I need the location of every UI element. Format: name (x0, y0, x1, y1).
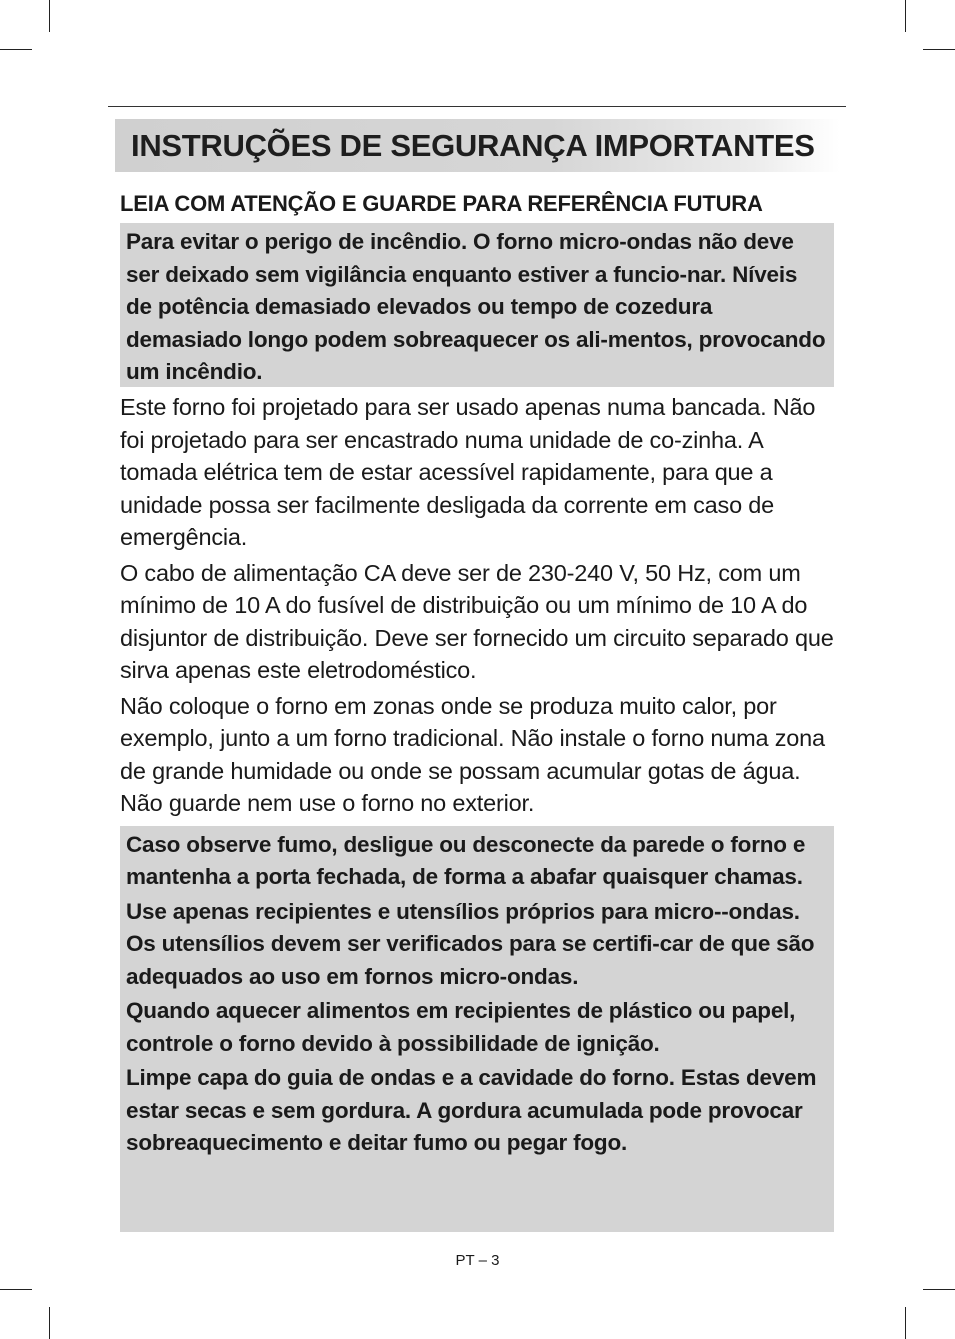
page-number: PT – 3 (455, 1252, 500, 1269)
crop-mark (49, 0, 50, 32)
paragraph-placement: Não coloque o forno em zonas onde se produza muito calor, por exemplo, junto a um forno tradicional. Não instale o forno numa zona de grande humidade ou onde se possam acumular gotas de água. Não guarde nem use o forno no exterior. (120, 692, 825, 816)
crop-mark (0, 1289, 32, 1290)
warning-box-fire (120, 223, 834, 387)
crop-mark (923, 49, 955, 50)
paragraph-installation: Este forno foi projetado para ser usado apenas numa bancada. Não foi projetado para ser encastrado numa unidade de co-zinha. A tomada elétrica tem de estar acessível rapidamente, para que a unidade possa ser facilmente desligada da corrente em caso de emergência. (120, 394, 816, 550)
main-content (120, 223, 834, 1232)
top-rule (108, 106, 846, 107)
crop-mark (0, 49, 32, 50)
warning-box-usage (120, 826, 834, 1232)
crop-mark (905, 0, 906, 32)
subtitle: LEIA COM ATENÇÃO E GUARDE PARA REFERÊNCIA FUTURA (120, 191, 763, 216)
crop-mark (905, 1307, 906, 1339)
warning-item-cleaning: Limpe capa do guia de ondas e a cavidade do forno. Estas devem estar secas e sem gordura. A gordura acumulada pode provocar sobreaquecimento e deitar fumo ou pegar fogo. (126, 1065, 817, 1155)
paragraph-power-supply: O cabo de alimentação CA deve ser de 230-240 V, 50 Hz, com um mínimo de 10 A do fusível de distribuição ou um mínimo de 10 A do disjuntor de distribuição. Deve ser fornecido um circuito separado que sirva apenas este eletrodoméstico. (120, 559, 834, 683)
warning-text: Para evitar o perigo de incêndio. O forno micro-ondas não deve ser deixado sem vigilância enquanto estiver a funcio-nar. Níveis de potência demasiado elevados ou tempo de cozedura demasiado longo podem sobreaquecer os ali-mentos, provocando um incêndio. (126, 229, 826, 384)
crop-mark (923, 1289, 955, 1290)
crop-mark (49, 1307, 50, 1339)
section-title-bar (115, 119, 840, 172)
warning-item-smoke: Caso observe fumo, desligue ou desconecte da parede o forno e mantenha a porta fechada, de forma a abafar quaisquer chamas. (126, 831, 806, 889)
page-title: INSTRUÇÕES DE SEGURANÇA IMPORTANTES (131, 127, 815, 163)
warning-item-utensils: Use apenas recipientes e utensílios próprios para micro--ondas. Os utensílios devem ser verificados para se certifi-car de que são adequados ao uso em fornos micro-ondas. (126, 898, 815, 989)
warning-item-plastic-paper: Quando aquecer alimentos em recipientes de plástico ou papel, controle o forno devido à possibilidade de ignição. (126, 998, 796, 1056)
